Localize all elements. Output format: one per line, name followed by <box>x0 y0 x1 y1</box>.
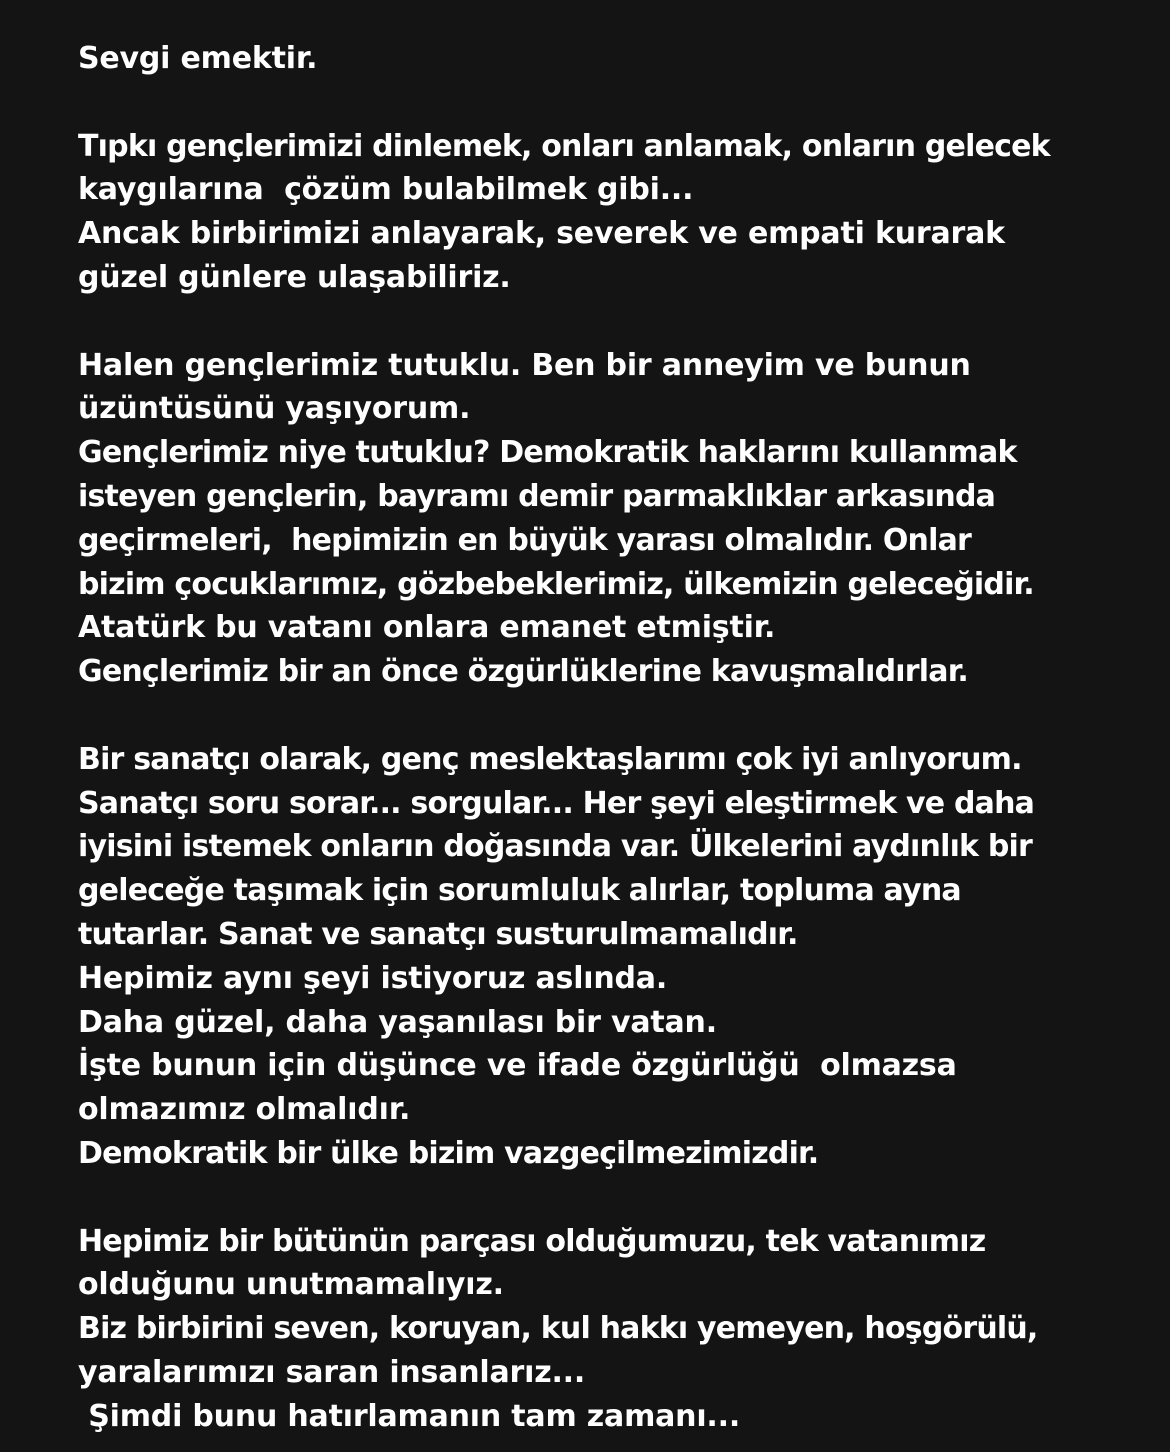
post-line: Şimdi bunu hatırlamanın tam zamanı... <box>78 1398 741 1434</box>
post-line: Bir sanatçı olarak, genç meslektaşlarımı çok iyi anlıyorum. <box>78 741 1022 777</box>
post-line: geçirmeleri, hepimizin en büyük yarası olmalıdır. Onlar <box>78 522 972 558</box>
post-line: Hepimiz aynı şeyi istiyoruz aslında. <box>78 960 668 996</box>
post-line: olmazımız olmalıdır. <box>78 1092 411 1128</box>
post-line: bizim çocuklarımız, gözbebeklerimiz, ülkemizin geleceğidir. <box>78 566 1034 602</box>
post-line: üzüntüsünü yaşıyorum. <box>78 391 471 427</box>
post-line: Gençlerimiz bir an önce özgürlüklerine kavuşmalıdırlar. <box>78 654 969 690</box>
post-text-body <box>78 37 1158 1439</box>
post-line: tutarlar. Sanat ve sanatçı susturulmamalıdır. <box>78 916 798 952</box>
post-line: Halen gençlerimiz tutuklu. Ben bir anneyim ve bunun <box>78 347 971 383</box>
post-line: İşte bunun için düşünce ve ifade özgürlüğü olmazsa <box>78 1048 957 1084</box>
post-line: Tıpkı gençlerimizi dinlemek, onları anlamak, onların gelecek <box>78 128 1050 164</box>
paragraph-gap <box>78 1176 1158 1220</box>
post-line: kaygılarına çözüm bulabilmek gibi... <box>78 172 694 208</box>
post-line: iyisini istemek onların doğasında var. Ülkelerini aydınlık bir <box>78 829 1033 865</box>
post-line: olduğunu unutmamalıyız. <box>78 1267 504 1303</box>
post-line: Atatürk bu vatanı onlara emanet etmiştir. <box>78 610 776 646</box>
paragraph-gap <box>78 81 1158 125</box>
post-line: geleceğe taşımak için sorumluluk alırlar, topluma ayna <box>78 873 961 909</box>
post-line: Hepimiz bir bütünün parçası olduğumuzu, tek vatanımız <box>78 1223 986 1259</box>
post-line: Demokratik bir ülke bizim vazgeçilmezimizdir. <box>78 1135 819 1171</box>
post-line: Biz birbirini seven, koruyan, kul hakkı yemeyen, hoşgörülü, <box>78 1311 1038 1347</box>
paragraph-gap <box>78 300 1158 344</box>
post-line: güzel günlere ulaşabiliriz. <box>78 259 511 295</box>
post-line: Sanatçı soru sorar... sorgular... Her şeyi eleştirmek ve daha <box>78 785 1035 821</box>
post-line: yaralarımızı saran insanlarız... <box>78 1354 586 1390</box>
post-line: Daha güzel, daha yaşanılası bir vatan. <box>78 1004 717 1040</box>
paragraph-gap <box>78 694 1158 738</box>
post-line: Gençlerimiz niye tutuklu? Demokratik haklarını kullanmak <box>78 435 1017 471</box>
post-line: isteyen gençlerin, bayramı demir parmaklıklar arkasında <box>78 478 996 514</box>
post-line: Sevgi emektir. <box>78 41 318 76</box>
post-line: Ancak birbirimizi anlayarak, severek ve empati kurarak <box>78 216 1005 252</box>
